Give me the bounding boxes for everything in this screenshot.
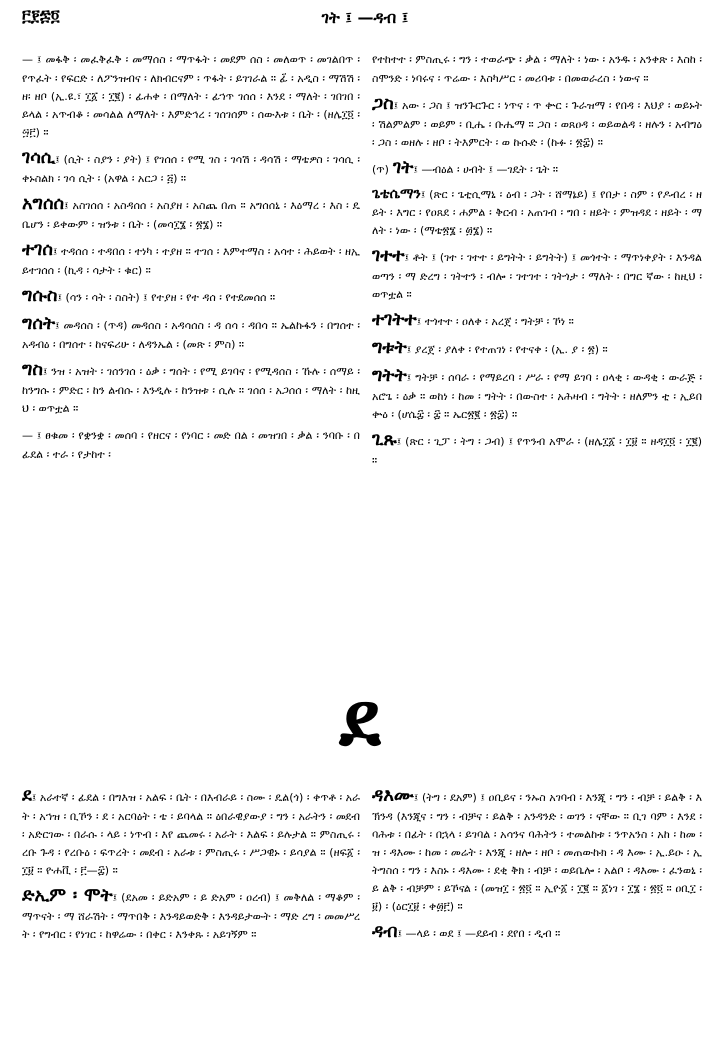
running-head: ገት ፤ —ዳብ ፤ [321, 8, 409, 27]
entry: ግትት፤ ግትቻ ፡ ሰባራ ፡ የማይረባ ፡ ሥራ ፡ የማ ይገባ ፡ ዐላቂ ፡ ውዳቂ ፡ ውራጅ ፡ አሮጌ ፡ ዕቃ ። ወከነ ፡ ከመ ፡ ግትት ፡ በውስተ ፡ አሕዛብ ፡ ግትት ፡ ዘለምን ቲ ፡ ኢይበቍዕ ፡ (ሆሴ፰ ፡ ፰ ። ኤር፳፪ ፡ ፳፰) ። [372, 365, 702, 421]
entry: ዳብ፤ —ላይ ፡ ወደ ፤ —ደይብ ፡ ደየበ ፡ ዲብ ። [372, 921, 561, 942]
entry: ግስ፤ ንዝ ፡ አዝት ፡ ገሰንገሰ ፡ ዕቃ ፡ ግሰት ፡ የሚ ይገባና ፡ የሚዳሰስ ፡ ኹሉ ፡ ሰማይ ፡ ከንግሱ ፡ ምድር ፡ ከን ልብሱ ፡ እንዲሉ ፡ ከንዝቱ ፡ ሲሉ ። ገሰሰ ፡ አጋሰሰ ፡ ማለት ፡ ከዚህ ፡ ወጥቷል ። [22, 359, 360, 415]
entry: ጋስ፤ አው ፡ ጋስ ፤ ዝንጉርጉር ፡ ነጥና ፡ ጥ ቍር ፡ ጉራዝማ ፡ የበዳ ፡ እህያ ፡ ወይኑት ፡ ሽልምልም ፡ ወይም ፡ ቢሔ ፡ ቡሔማ ። ጋስ ፡ ወጸዐዳ ፡ ወይወልዳ ፡ ዘሉን ፡ አብግዕ ፡ ጋስ ፡ ወዘሉ ፡ ዘቦ ፡ ትእምርት ፡ ወ ኩሱድ ፡ (ኩፉ ፡ ፳፰) ። [372, 93, 702, 149]
entry: የተከተተ ፡ ምስጢሩ ፡ ግን ፡ ተወራጭ ፡ ቃል ፡ ማለት ፡ ነው ፡ አንዱ ፡ አንቀጽ ፡ እስከ ፡ ስሞንድ ፡ ነባሩና ፡ ጥሬው ፡ እስካሥር ፡ መሪባቱ ፡ በመወራረስ ፡ ነውና ። [372, 53, 702, 85]
section-letter: ደ [339, 675, 381, 764]
column-left-top [22, 46, 360, 644]
entry: ገሳሲ፤ (ሲት ፡ ስያን ፡ ያት) ፤ የገሰሰ ፡ የሚ ገስ ፡ ገሳሽ ፡ ዳሳሽ ፡ ማቴዎስ ፡ ገሳሲ ፡ ቀኑስልክ ፡ ገሳ ሲት ፡ (አዋል ፡ አርጋ ፡ ፭) ። [22, 147, 360, 185]
entry: አግሰሰ፤ አስገሰሰ ፡ አስዳሰሰ ፡ አስያዘ ፡ አስጨ በጠ ። አግሰሰኒ ፡ እዕማረ ፡ እስ ፡ ዴቤሆን ፡ ይቀውም ፡ ዝንቱ ፡ ቤት ፡ (መሳ፲፮ ፡ ፳፮) ። [22, 193, 360, 231]
entry: ጊጹ፤ (ጽር ፡ ጊፓ ፡ ትግ ፡ ጋብ) ፤ የጥንብ አሞራ ፡ (ዘሌ፲፩ ፡ ፲፱ ። ዘዳ፲፬ ፡ ፲፪) ። [372, 429, 702, 467]
entry: ተገትተ፤ ተጎተተ ፡ ዐለቀ ፡ አረጀ ፡ ግትቻ ፡ ኾነ ። [372, 309, 574, 330]
entry: (ጥ) ገት፤ —ብዕል ፡ ሀብት ፤ —ገዴት ፡ ጌት ። [372, 157, 559, 178]
entry: — ፤ ፀቁመ ፡ የቋንቋ ፡ መሰባ ፡ የዘርና ፡ የነባር ፡ መድ በል ፡ መዝገበ ፡ ቃል ፡ ንባቡ ፡ በፊደል ፡ ተራ ፡ የታከተ ፡ [22, 429, 360, 461]
entry: — ፤ መፋቅ ፡ መፈቅፈቅ ፡ መማሰስ ፡ ማጥፋት ፡ መደም ሰስ ፡ መለወጥ ፡ መገልበጥ ፡ የጥፈት ፡ የፍርድ ፡ ለፖንዝብና ፡ ለክብርናም ፡ ጥፋት ፡ ይገገራል ። ፊ፟ ፡ አዲስ ፡ ማሽሽ ፡ ዘ፡ ዘቦ (ኢ.ዩ.፣ ፲፩ ፡ ፲፪) ፡ ፊሐቀ ፡ በማለት ፡ ፊኀጥ ገሰሰ ፡ እንደ ፡ ማለት ፡ ገበገበ ፡ ይላል ፡ አጥብቆ ፡ መሳልል ለማለት ፡ እምድኅረ ፡ ገሰገሰም ፡ ሰውእቱ ፡ ቤት ፡ (ዘሌ፲፬ ፡ ፵፫) ። [22, 53, 360, 139]
entry: ግሰት፤ መዳሰስ ፡ (ጥዳ) መዳሰስ ፡ አዳሳሰስ ፡ ዳ ሰሳ ፡ ዳበሳ ። ኤልኩፋን ፡ በግሰተ ፡ አዳብዕ ፡ በግሰተ ፡ ከናፍሪሁ ፡ ለዳንኤል ፡ (መጽ ፡ ምስ) ። [22, 313, 360, 351]
section-marker: (ጥ) [372, 163, 389, 176]
column-left-bottom [22, 784, 360, 1046]
entry: ተገሰ፤ ተዳሰሰ ፡ ተዳበሰ ፡ ተነካ ፡ ተያዘ ። ተገሰ ፡ እምተማስ ፡ አሳተ ፡ ሕይወት ፡ ዘኢይተገሰሰ ፡ (ኪዳ ፡ ሳታት ፡ ቁር) ። [22, 239, 360, 277]
entry: ዳእሙ፤ (ትግ ፡ ደአም) ፤ ዐቢይና ፡ ንኡስ አገባብ ፡ እንጂ ፡ ግን ፡ ብቻ ፡ ይልቅ ፡ እኽንዳ (እንጂና ፡ ግን ፡ ብቻና ፡ ይልቅ ፡ አንዳንድ ፡ ወገን ፡ ናቸው ። ቢገ ባም ፡ እንደ ፡ ባሕቱ ፡ በፊት ፡ በኋላ ፡ ይገባል ፡ አሳንና ባሕትን ፡ ተመልከቱ ፡ ንጥአንስ ፡ አከ ፡ ከመ ፡ ዝ ፡ ዳእሙ ፡ ከመ ፡ መሬት ፡ እንጂ ፡ ዘሎ ፡ ዘቦ ፡ መጠውኩክ ፡ ዳ እሙ ፡ ኢ.ይዑ ፡ ኢትግስሰ ፡ ግን ፡ እስኑ ፡ ዳእሙ ፡ ደቂ ቅክ ፡ ብቻ ፡ ወይቤሎ ፡ አልቦ ፡ ዳእሙ ፡ ፈንወኒ ፡ ይ ልቅ ፡ ብቻም ፡ ይኾናል ፡ (መዝ፲ ፡ ፳፬ ። ኢዮ፩ ፡ ፲፪ ። ፩ነገ ፡ ፲፮ ፡ ፳፬ ። ዐቢ፲ ፡ ፱) ፡ (ዕር፲፱ ፡ ቀ፴፫) ። [372, 785, 702, 913]
entry: ደ፤ አራተኛ ፡ ፊደል ፡ በግእዝ ፡ አልፍ ፡ ቤት ፡ በእብራይ ፡ ስሙ ፡ ዴል(ጎ) ፡ ቀጥቶ ፡ አራት ፡ አኀዝ ፡ ቢኾን ፡ ደ ፡ አርባዕት ፡ ቴ ፡ ይባላል ። ዕበራዊያውያ ፡ ግን ፡ አራትን ፡ መደብ ፡ አድርገው ፡ በራሱ ፡ ላይ ፡ ነጥብ ፡ እየ ጨመሩ ፡ አራት ፡ እልፍ ፡ ይሉታል ። ምስጢሩ ፡ ረቡ ጉዳ ፡ የረቡዕ ፡ ፍጥረት ፡ መደብ ፡ አራቱ ፡ ምስጢሩ ፡ ሥጋዊኑ ፡ ይሳያል ። (ዘፍ፩ ፡ ፲፱ ። ዮሐቪ ፡ ፫—፰) ። [22, 785, 360, 877]
entry: ግቱት፤ ያረጀ ፡ ያለቀ ፡ የተጠገነ ፡ የተናቀ ፡ (ኢ. ያ ፡ ፳) ። [372, 337, 608, 358]
entry: ገተተ፤ ቶት ፤ (ገተ ፡ ገተተ ፡ ይግትት ፡ ይግትት) ፤ መጎተት ፡ ማጥነቀያት ፡ እንዳልወጣን ፡ ማ ድረግ ፡ ገትተን ፡ ብሎ ፡ ገተገተ ፡ ገትጎታ ፡ ማለት ፡ በግር ኛው ፡ ከዚህ ፡ ወጥቷል ። [372, 245, 702, 301]
column-right-top [372, 46, 702, 604]
entry: ግሱስ፤ (ሳን ፡ ሳት ፡ ስስት) ፤ የተያዘ ፡ የተ ዳሰ ፡ የተደመሰሰ ። [22, 285, 276, 306]
entry: ጌቴሴማን፤ (ጽር ፡ ጌቲሲማኒ ፡ ዕብ ፡ ጋት ፡ ሸማኔይ) ፤ የበታ ፡ ስም ፡ የዶብረ ፡ ዘይት ፡ እግር ፡ የዐጸደ ፡ ሐምል ፡ ቅርብ ፡ አጠገብ ፡ ግበ ፡ ዘይት ፡ ምዝዳደ ፡ ዘይት ፡ ማለት ፡ ነው ፡ (ማቴ፳፮ ፡ ፴፮) ። [372, 186, 702, 237]
column-right-bottom [372, 784, 702, 1046]
entry: ድኢም ፡ ሞት፤ (ደአመ ፡ ይድአም ፡ ይ ድአም ፡ ዐረብ) ፤ መቅለል ፡ ማቆም ፡ ማጥናት ፡ ማ ሸራሽት ፡ ማጥበቅ ፡ እንዳይወድቅ ፡ እንዳይታውት ፡ ማድ ረግ ፡ መመሥረት ፡ የግብር ፡ የነገር ፡ ከዋሬው ፡ በቀር ፡ እንቀጹ ፡ አይገኝም ። [22, 885, 360, 941]
page-number: ፫፻፷፬ [22, 6, 60, 25]
